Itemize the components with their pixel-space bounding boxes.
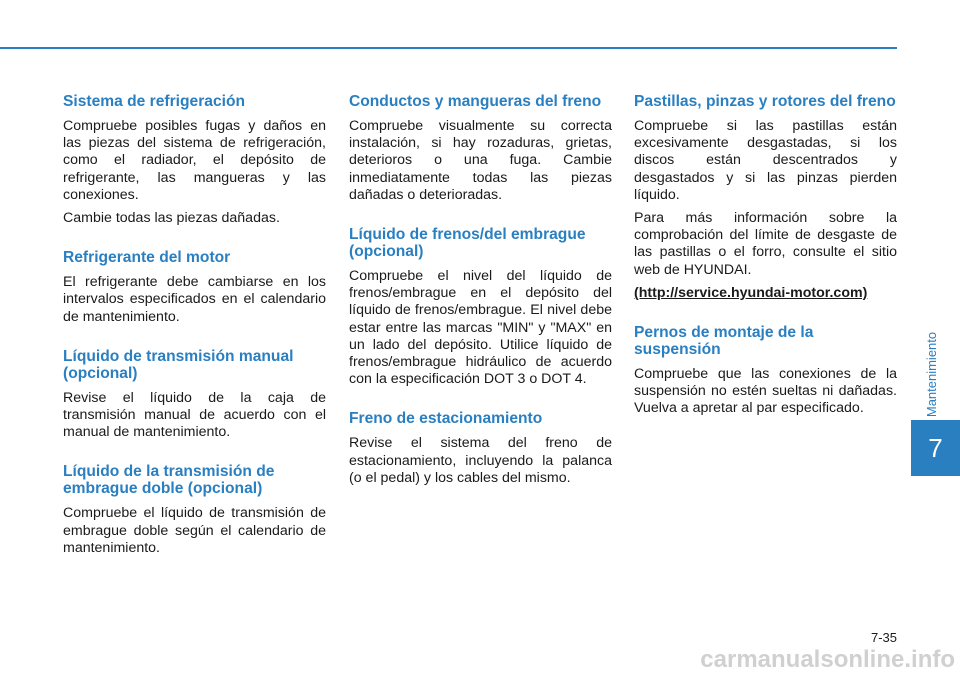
- column-1: [63, 93, 326, 579]
- section-title: Sistema de refrigeración: [63, 93, 246, 110]
- section-title: Refrigerante del motor: [63, 249, 231, 267]
- section-title: Líquido de frenos/del embrague (opcional): [349, 226, 586, 261]
- paragraph: Compruebe visualmente su correcta instalación, si hay rozaduras, grietas, deterioros o una fuga. Cambie inmediatamente todas las piezas dañadas o deterioradas.: [349, 118, 612, 203]
- section-title: Pernos de montaje de la suspensión: [634, 324, 814, 359]
- section-cooling-system: [63, 93, 326, 227]
- paragraph: Compruebe posibles fugas y daños en las piezas del sistema de refrigeración, como el radiador, el depósito de refrigerante, las mangueras y las conexiones.: [63, 118, 326, 203]
- section-manual-transmission-fluid: [63, 348, 326, 442]
- paragraph: Revise el sistema del freno de estacionamiento, incluyendo la palanca (o el pedal) y los cables del mismo.: [349, 435, 612, 486]
- section-brake-pads: [634, 93, 897, 302]
- header-rule: [0, 47, 897, 49]
- service-website-link[interactable]: (http://service.hyundai-motor.com): [634, 284, 868, 301]
- section-title: Pastillas, pinzas y rotores del freno: [634, 93, 896, 110]
- paragraph: Compruebe si las pastillas están excesivamente desgastadas, si los discos están descentrados y desgastados y si las pinzas pierden líquido.: [634, 118, 897, 203]
- section-engine-coolant: [63, 249, 326, 326]
- section-suspension-bolts: [634, 324, 897, 418]
- watermark: carmanualsonline.info: [700, 646, 955, 673]
- section-title: Freno de estacionamiento: [349, 410, 543, 428]
- paragraph: Compruebe el líquido de transmisión de embrague doble según el calendario de mantenimiento.: [63, 505, 326, 556]
- section-parking-brake: [349, 410, 612, 487]
- section-brake-lines: [349, 93, 612, 204]
- section-title: Líquido de la transmisión de embrague doble (opcional): [63, 463, 275, 498]
- section-title: Conductos y mangueras del freno: [349, 93, 602, 110]
- column-2: [349, 93, 612, 509]
- paragraph: Compruebe que las conexiones de la suspensión no estén sueltas ni dañadas. Vuelva a apretar al par especificado.: [634, 366, 897, 417]
- section-title: Líquido de transmisión manual (opcional): [63, 347, 294, 382]
- chapter-side-label: [919, 320, 945, 428]
- paragraph: Cambie todas las piezas dañadas.: [63, 210, 280, 227]
- paragraph: Para más información sobre la comprobación del límite de desgaste de las pastillas o el forro, consulte el sitio web de HYUNDAI.: [634, 210, 897, 278]
- section-dual-clutch-fluid: [63, 463, 326, 557]
- column-3: [634, 93, 897, 440]
- chapter-label-text: Mantenimiento: [924, 331, 940, 417]
- paragraph: El refrigerante debe cambiarse en los intervalos especificados en el calendario de mantenimiento.: [63, 274, 326, 325]
- paragraph: Compruebe el nivel del líquido de frenos/embrague en el depósito del líquido de frenos/embrague. El nivel debe estar entre las marcas "MIN" y "MAX" en un lado del depósito. Utilice líquido de frenos/embrague hidráulico de acuerdo con la especificación DOT 3 o DOT 4.: [349, 268, 612, 388]
- section-brake-clutch-fluid: [349, 226, 612, 388]
- chapter-number-tab: 7: [911, 420, 960, 476]
- paragraph: Revise el líquido de la caja de transmisión manual de acuerdo con el manual de mantenimiento.: [63, 389, 326, 441]
- page-number: 7-35: [870, 630, 897, 645]
